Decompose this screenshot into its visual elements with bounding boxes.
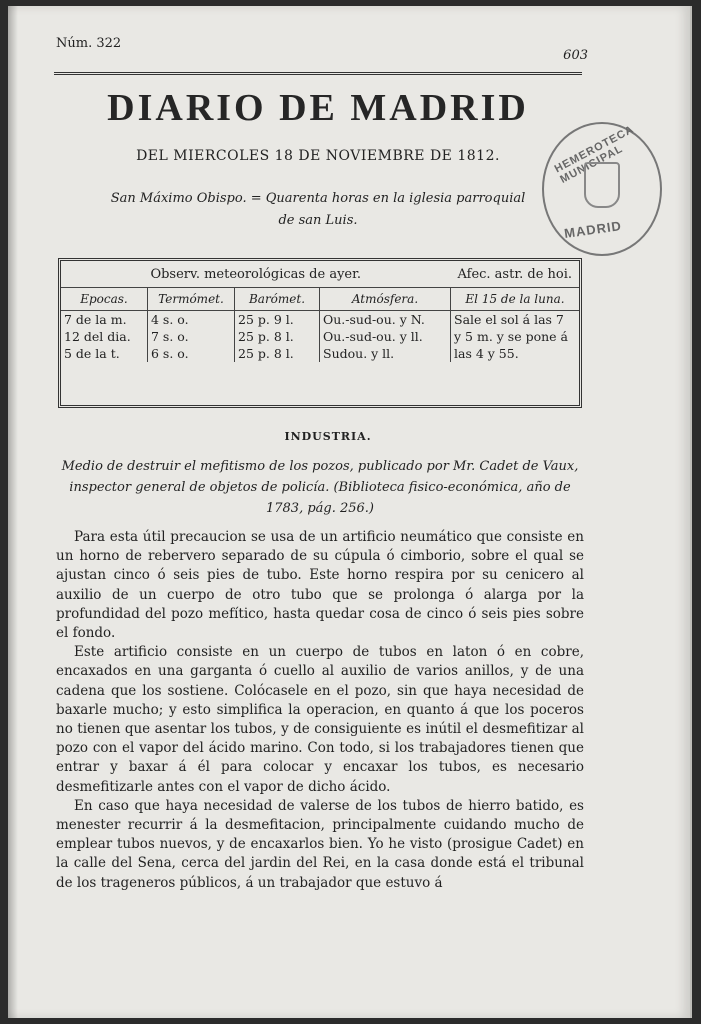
paragraph: En caso que haya necesidad de valerse de los tubos de hierro batido, es menester recurrir á la desmefitacion, principalmente cuidando mucho de emplear tubos nuevos, y de encaxarlos bien. Yo he visto (prosigue Cadet) en la calle del Sena, cerca del jardin del Rei, en la casa donde está el tribunal de los trageneros públicos, á un trabajador que estuvo á bbox=[56, 797, 584, 891]
stamp-top-text: HEMEROTECA MUNICIPAL bbox=[552, 123, 636, 186]
saint-line-2: de san Luis. bbox=[278, 213, 358, 228]
cell-termometro: 4 s. o. bbox=[148, 311, 235, 329]
section-heading: INDUSTRIA. bbox=[284, 430, 372, 443]
col-termometro: Termómet. bbox=[148, 288, 235, 311]
col-epocas: Epocas. bbox=[61, 288, 148, 311]
saint-line-1: San Máximo Obispo. = Quarenta horas en la iglesia parroquial bbox=[110, 191, 526, 206]
weather-heading-right: Afec. astr. de hoi. bbox=[451, 261, 580, 288]
cell-atmosfera: Ou.-sud-ou. y ll. bbox=[320, 328, 451, 345]
cell-barometro: 25 p. 9 l. bbox=[235, 311, 320, 329]
article-body bbox=[56, 528, 584, 893]
cell-luna: y 5 m. y se pone á bbox=[451, 328, 580, 345]
stamp-bottom-text: MADRID bbox=[563, 218, 623, 241]
paragraph: Este artificio consiste en un cuerpo de tubos en laton ó en cobre, encaxados en una garganta ó cuello al auxilio de varios anillos, y de una cadena que los sostiene. Colócasele en el pozo, sin que haya necesidad de baxarle mucho; y esto simplifica la operacion, en quanto á que los poceros no tienen que asentar los tubos, y de consiguiente es inútil el desmefitizar al pozo con el vapor del ácido marino. Con todo, si los trabajadores tienen que entrar y baxar á él para colocar y encaxar los tubos, es necesario desmefitizarle antes con el vapor de dicho ácido. bbox=[56, 644, 584, 795]
cell-epoca: 5 de la t. bbox=[64, 346, 120, 361]
newspaper-page bbox=[8, 6, 692, 1018]
paragraph: Para esta útil precaucion se usa de un artificio neumático que consiste en un horno de rebervero separado de su cúpula ó cimborio, sobre el qual se ajustan cinco ó seis pies de tubo. Este horno respira por su cenicero al auxilio de un cuerpo de otro tubo que se prolonga ó alarga por la profundidad del pozo mefítico, hasta quedar cosa de cinco ó seis pies sobre el fondo. bbox=[56, 529, 584, 642]
saint-of-day bbox=[68, 188, 568, 232]
dateline: DEL MIERCOLES 18 DE NOVIEMBRE DE 1812. bbox=[136, 148, 500, 164]
cell-epoca: 12 del dia. bbox=[64, 329, 131, 344]
cell-atmosfera: Sudou. y ll. bbox=[320, 345, 451, 362]
weather-row bbox=[61, 311, 579, 329]
weather-row bbox=[61, 328, 579, 345]
page-number: 603 bbox=[563, 48, 588, 63]
cell-epoca: 7 de la m. bbox=[64, 312, 127, 327]
page-edge-shadow bbox=[8, 6, 18, 1018]
weather-table-box bbox=[58, 258, 582, 408]
cell-termometro: 7 s. o. bbox=[148, 328, 235, 345]
col-luna: El 15 de la luna. bbox=[451, 288, 580, 311]
weather-table bbox=[61, 261, 579, 362]
weather-heading-left: Observ. meteorológicas de ayer. bbox=[61, 261, 451, 288]
cell-barometro: 25 p. 8 l. bbox=[235, 345, 320, 362]
cell-luna: Sale el sol á las 7 bbox=[451, 311, 580, 329]
crest-icon bbox=[584, 162, 620, 208]
issue-number: Núm. 322 bbox=[56, 36, 122, 51]
weather-row bbox=[61, 345, 579, 362]
cell-barometro: 25 p. 8 l. bbox=[235, 328, 320, 345]
masthead-title: DIARIO DE MADRID bbox=[107, 87, 529, 129]
cell-atmosfera: Ou.-sud-ou. y N. bbox=[320, 311, 451, 329]
article-subtitle: Medio de destruir el mefitismo de los pozos, publicado por Mr. Cadet de Vaux, inspector general de objetos de policía. (Biblioteca fisico-económica, año de 1783, pág. 256.) bbox=[61, 459, 579, 516]
library-stamp bbox=[542, 122, 662, 256]
top-rule bbox=[54, 72, 582, 75]
col-barometro: Barómet. bbox=[235, 288, 320, 311]
cell-termometro: 6 s. o. bbox=[148, 345, 235, 362]
col-atmosfera: Atmósfera. bbox=[320, 288, 451, 311]
cell-luna: las 4 y 55. bbox=[451, 345, 580, 362]
